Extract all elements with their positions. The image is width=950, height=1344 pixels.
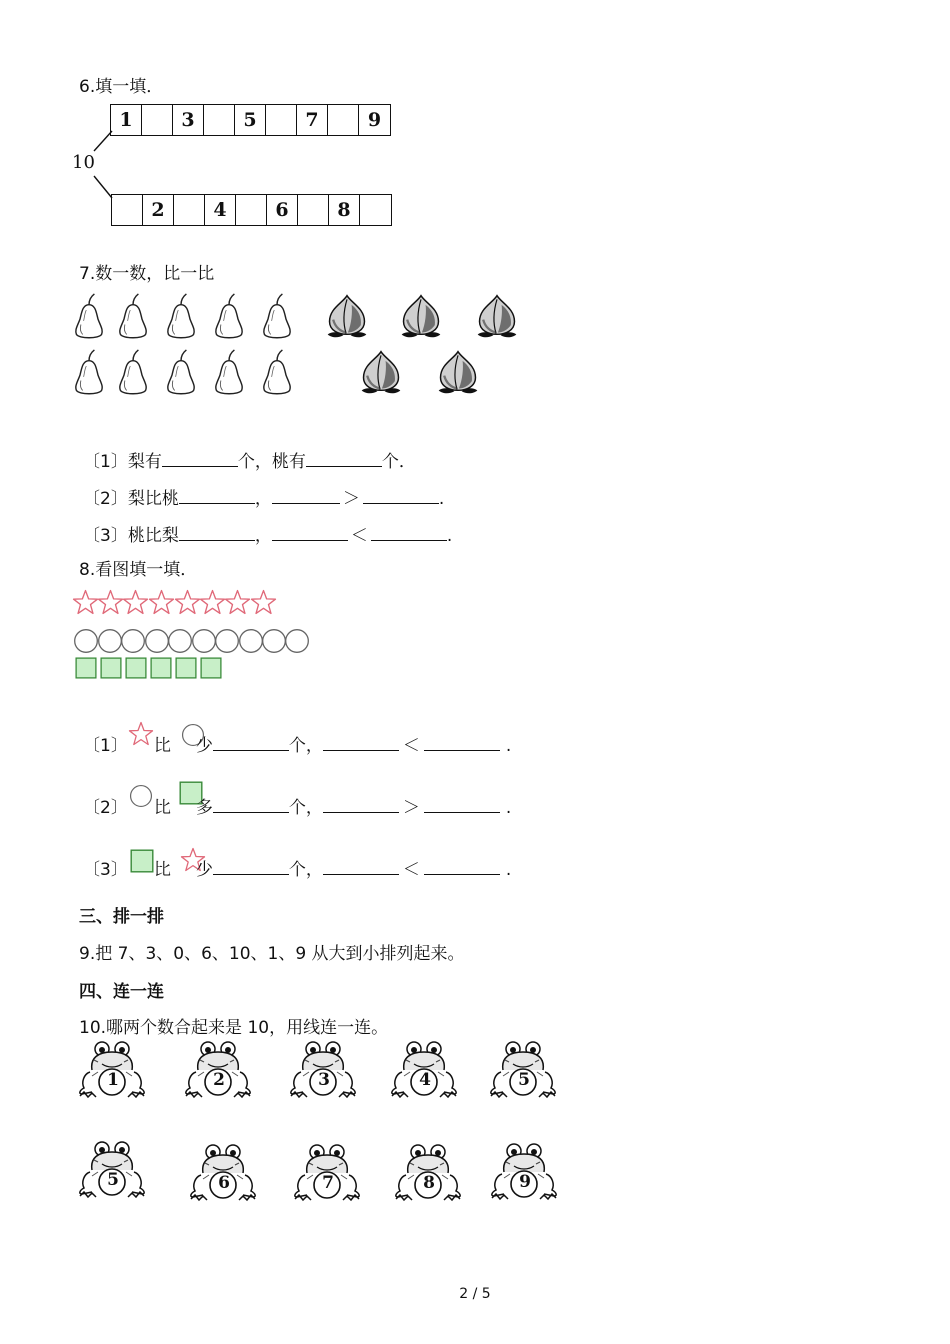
q7-l2-comma: ， (254, 489, 272, 509)
frog-top-2[interactable] (184, 1040, 254, 1100)
q6-top-row (110, 104, 391, 136)
frog-bottom-4[interactable] (394, 1143, 464, 1203)
circle-icon (75, 630, 98, 653)
q8-l1-lt: ＜ (402, 736, 420, 756)
square-icon (76, 658, 96, 678)
peach-icon (478, 296, 517, 338)
circle-icon (122, 630, 145, 653)
q8-line-1 (83, 734, 511, 756)
frog-number: 7 (322, 1173, 334, 1193)
answer-blank[interactable] (424, 734, 500, 751)
square-icon (176, 658, 196, 678)
answer-blank[interactable] (179, 487, 255, 504)
answer-blank[interactable] (306, 450, 382, 467)
q6-bottom-cell[interactable] (298, 195, 329, 225)
q6-bottom-cell[interactable] (236, 195, 267, 225)
circle-icon (193, 630, 216, 653)
pear-icon (168, 294, 194, 338)
star-icon (201, 591, 225, 614)
square-icon (151, 658, 171, 678)
answer-blank[interactable] (213, 734, 289, 751)
circle-icon (169, 630, 192, 653)
q8-line-3 (83, 858, 511, 880)
q6-bottom-cell: 2 (143, 195, 174, 225)
q10-text: 10.哪两个数合起来是 10，用线连一连。 (79, 1018, 389, 1038)
answer-blank[interactable] (363, 487, 439, 504)
frog-bottom-5[interactable] (490, 1142, 560, 1202)
q8-l1-prefix: 〔1〕 (83, 736, 128, 756)
answer-blank[interactable] (323, 734, 399, 751)
q8-l2-prefix: 〔2〕 (83, 798, 128, 818)
frog-number: 5 (107, 1170, 119, 1190)
q8-l1-ge: 个， (288, 736, 323, 756)
q7-line-2 (83, 487, 444, 509)
square-icon (126, 658, 146, 678)
q7-l3-prefix: 〔3〕桃比梨 (83, 526, 179, 546)
q6-bottom-cell: 4 (205, 195, 236, 225)
circle-icon (146, 630, 169, 653)
answer-blank[interactable] (371, 524, 447, 541)
q6-bottom-cell: 8 (329, 195, 360, 225)
q8-l3-prefix: 〔3〕 (83, 860, 128, 880)
q7-l2-period: . (438, 489, 445, 509)
frog-number: 6 (218, 1173, 230, 1193)
q7-l1-end: 个． (381, 452, 416, 472)
q6-root-number: 10 (72, 152, 95, 173)
answer-blank[interactable] (213, 858, 289, 875)
star-icon (99, 591, 123, 614)
frog-number: 8 (423, 1173, 435, 1193)
q8-line-2 (83, 796, 511, 818)
peach-icon (439, 352, 478, 394)
q6-top-cell[interactable] (328, 105, 359, 135)
answer-blank[interactable] (323, 858, 399, 875)
star-icon (74, 591, 98, 614)
q6-top-cell[interactable] (204, 105, 235, 135)
frog-top-4[interactable] (390, 1040, 460, 1100)
q6-top-cell[interactable] (266, 105, 297, 135)
q7-line-3 (83, 524, 452, 546)
frog-top-5[interactable] (489, 1040, 559, 1100)
circle-icon (216, 630, 239, 653)
pear-icon (168, 350, 194, 394)
frog-number: 9 (519, 1172, 531, 1192)
answer-blank[interactable] (179, 524, 255, 541)
q7-l1-prefix: 〔1〕梨有 (83, 452, 162, 472)
q7-l2-prefix: 〔2〕梨比桃 (83, 489, 179, 509)
pear-icon (76, 350, 102, 394)
q8-title: 8.看图填一填． (79, 560, 198, 580)
q6-bottom-cell: 6 (267, 195, 298, 225)
peach-icon (328, 296, 367, 338)
square-icon (101, 658, 121, 678)
q8-l3-lt: ＜ (402, 860, 420, 880)
q8-l1-bi: 比 (153, 736, 171, 756)
peach-icon (402, 296, 441, 338)
frog-number: 5 (518, 1070, 530, 1090)
q6-title: 6.填一填． (79, 77, 164, 97)
star-icon (252, 591, 276, 614)
circle-icon (240, 630, 263, 653)
pear-icon (76, 294, 102, 338)
answer-blank[interactable] (272, 487, 340, 504)
answer-blank[interactable] (213, 796, 289, 813)
q9-text: 9.把 7、3、0、6、10、1、9 从大到小排列起来。 (79, 944, 465, 964)
q8-l3-bi: 比 (153, 860, 171, 880)
section-3-heading: 三、排一排 (79, 907, 164, 927)
frog-bottom-1[interactable] (78, 1140, 148, 1200)
q6-bottom-cell[interactable] (174, 195, 205, 225)
q8-shape-picture (0, 584, 400, 684)
pear-icon (120, 294, 146, 338)
q6-top-cell: 1 (111, 105, 142, 135)
frog-number: 2 (213, 1070, 225, 1090)
q6-bottom-cell[interactable] (112, 195, 143, 225)
q8-l3-shao: 少 (195, 860, 213, 880)
q6-bottom-row (111, 194, 392, 226)
square-icon (201, 658, 221, 678)
q7-l3-comma: ， (254, 526, 272, 546)
q7-l1-mid: 个，桃有 (237, 452, 306, 472)
answer-blank[interactable] (323, 796, 399, 813)
circle-icon (286, 630, 309, 653)
q6-bottom-cell[interactable] (360, 195, 391, 225)
answer-blank[interactable] (272, 524, 348, 541)
q8-l1-shao: 少 (195, 736, 213, 756)
frog-bottom-3[interactable] (293, 1143, 363, 1203)
pear-icon (120, 350, 146, 394)
frog-bottom-2[interactable] (189, 1143, 259, 1203)
q7-line-1 (83, 450, 416, 472)
answer-blank[interactable] (162, 450, 238, 467)
star-icon (124, 591, 148, 614)
frog-top-3[interactable] (289, 1040, 359, 1100)
q8-l2-duo: 多 (195, 798, 213, 818)
q6-top-cell: 9 (367, 109, 382, 131)
frog-number: 1 (107, 1070, 119, 1090)
frog-number: 4 (419, 1070, 431, 1090)
q7-l3-lt: ＜ (350, 526, 368, 546)
q8-l3-period: . (505, 860, 512, 880)
circle-icon (263, 630, 286, 653)
q7-l2-gt: ＞ (342, 489, 360, 509)
answer-blank[interactable] (424, 858, 500, 875)
q8-l2-bi: 比 (153, 798, 171, 818)
frog-top-1[interactable] (78, 1040, 148, 1100)
q7-title: 7.数一数，比一比 (79, 264, 215, 284)
page-number: 2 / 5 (459, 1286, 491, 1302)
q6-top-cell[interactable] (142, 105, 173, 135)
star-icon (150, 591, 174, 614)
q7-fruit-picture (0, 285, 600, 410)
section-4-heading: 四、连一连 (79, 982, 164, 1002)
circle-icon (99, 630, 122, 653)
q8-l2-period: . (505, 798, 512, 818)
q8-l2-gt: ＞ (402, 798, 420, 818)
q6-top-cell: 3 (173, 105, 204, 135)
q8-l3-ge: 个， (288, 860, 323, 880)
pear-icon (264, 350, 290, 394)
q8-l2-ge: 个， (288, 798, 323, 818)
q8-l1-period: . (505, 736, 512, 756)
q6-top-cell: 7 (297, 105, 328, 135)
frog-number: 3 (318, 1070, 330, 1090)
pear-icon (216, 350, 242, 394)
answer-blank[interactable] (424, 796, 500, 813)
star-icon (226, 591, 250, 614)
pear-icon (216, 294, 242, 338)
q6-top-cell: 5 (235, 105, 266, 135)
pear-icon (264, 294, 290, 338)
peach-icon (362, 352, 401, 394)
star-icon (176, 591, 200, 614)
q7-l3-period: . (446, 526, 453, 546)
